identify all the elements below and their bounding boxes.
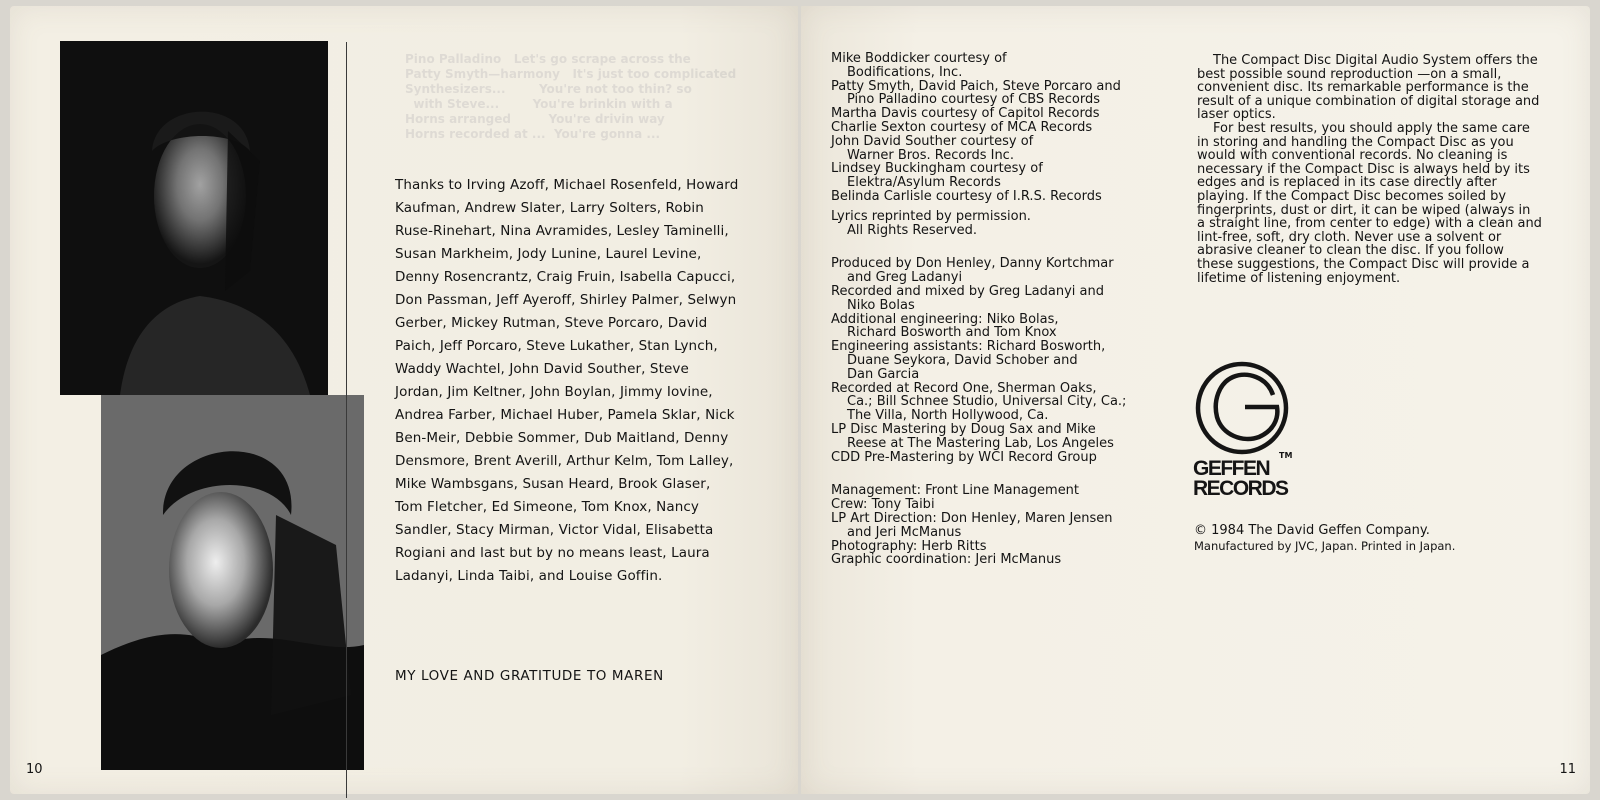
lyrics-permission [831, 210, 1176, 238]
credit-line: LP Disc Mastering by Doug Sax and Mike [831, 421, 1096, 437]
credit-line-cont: Reese at The Mastering Lab, Los Angeles [847, 435, 1114, 451]
logo-line-records: RECORDS [1193, 477, 1288, 500]
credit-line: Mike Boddicker courtesy of [831, 51, 1007, 66]
credit-line-cont: Elektra/Asylum Records [847, 175, 1001, 191]
geffen-records-logo [1193, 361, 1293, 511]
page-number-left: 10 [26, 762, 43, 777]
dedication-line: MY LOVE AND GRATITUDE TO MAREN [395, 668, 664, 684]
copyright-line: © 1984 The David Geffen Company. [1194, 523, 1430, 538]
credit-line: Graphic coordination: Jeri McManus [831, 552, 1062, 568]
credit-line-cont: Bodifications, Inc. [847, 64, 963, 80]
credit-line-cont: Pino Palladino courtesy of CBS Records [847, 92, 1100, 108]
logo-wordmark [1193, 459, 1288, 499]
credit-line: Photography: Herb Ritts [831, 538, 987, 554]
page-number-right: 11 [1559, 762, 1576, 777]
credit-line-cont: Niko Bolas [847, 297, 915, 313]
credit-line: Martha Davis courtesy of Capitol Records [831, 106, 1100, 122]
courtesy-credits [831, 52, 1176, 204]
credit-line-cont: Warner Bros. Records Inc. [847, 147, 1014, 163]
trademark-mark: TM [1279, 451, 1293, 460]
credit-line-cont: Dan Garcia [847, 366, 920, 382]
credit-line: Recorded and mixed by Greg Ladanyi and [831, 283, 1104, 299]
credit-line: Lyrics reprinted by permission. [831, 208, 1031, 224]
credit-line-cont: and Greg Ladanyi [847, 270, 963, 286]
thanks-paragraph: Thanks to Irving Azoff, Michael Rosenfeld, Howard Kaufman, Andrew Slater, Larry Solters, Robin Ruse-Rinehart, Nina Avramides, Lesley Taminelli, Susan Markheim, Jody Lunine, Laurel Levine, Denny Rosencrantz, Craig Fruin, Isabella Capucci, Don Passman, Jeff Ayeroff, Shirley Palmer, Selwyn Gerber, Mickey Rutman, Steve Porcaro, David Paich, Jeff Porcaro, Steve Lukather, Stan Lynch, Waddy Wachtel, John David Souther, Steve Jordan, Jim Keltner, John Boylan, Jimmy Iovine, Andrea Farber, Michael Huber, Pamela Sklar, Nick Ben-Meir, Debbie Sommer, Dub Maitland, Denny Densmore, Brent Averill, Arthur Kelm, Tom Lalley, Mike Wambsgans, Susan Heard, Brook Glaser, Tom Fletcher, Ed Simeone, Tom Knox, Nancy Sandler, Stacy Mirman, Victor Vidal, Elisabetta Rogiani and last but by no means least, Laura Ladanyi, Linda Taibi, and Louise Goffin. [395, 177, 739, 584]
cd-paragraph-2: For best results, you should apply the same care in storing and handling the Compact Disc as you would with conventional records. No cleaning is necessary if the Compact Disc is always held by its edges and is replaced in its case directly after playing. If the Compact Disc becomes soiled by fingerprints, dust or dirt, it can be wiped (always in a straight line, from center to edge) with a clean and lint-free, soft, dry cloth. Never use a solvent or abrasive cleaner to clean the disc. If you follow these suggestions, the Compact Disc will provide a lifetime of listening enjoyment. [1197, 120, 1542, 286]
credit-line: Engineering assistants: Richard Bosworth, [831, 339, 1106, 355]
credit-line: Lindsey Buckingham courtesy of [831, 161, 1043, 177]
left-page [10, 6, 798, 794]
compact-disc-notice [1197, 54, 1542, 285]
credit-line: John David Souther courtesy of [831, 133, 1034, 149]
credit-line-cont: The Villa, North Hollywood, Ca. [847, 408, 1049, 424]
right-page [801, 6, 1590, 794]
portrait-photo-top [60, 41, 328, 395]
credit-line: CDD Pre-Mastering by WCI Record Group [831, 449, 1097, 465]
credits-column [831, 52, 1176, 567]
management-credits [831, 484, 1176, 567]
bleed-through-text: Pino Palladino Let's go scrape across the Patty Smyth—harmony It's just too complicated Synthesizers... You're not too thin? so with Steve... You're brinkin with a Horns arranged You're drivin way Horns recorded at ... You're gonna ... [405, 52, 737, 141]
credit-line: Produced by Don Henley, Danny Kortchmar [831, 256, 1114, 272]
credit-line: Recorded at Record One, Sherman Oaks, [831, 380, 1097, 396]
vertical-rule [346, 42, 347, 798]
credit-line-cont: and Jeri McManus [847, 524, 962, 540]
credit-line: Charlie Sexton courtesy of MCA Records [831, 119, 1093, 135]
credit-line: Patty Smyth, David Paich, Steve Porcaro and [831, 78, 1121, 94]
credit-line: Belinda Carlisle courtesy of I.R.S. Records [831, 188, 1102, 204]
production-credits [831, 257, 1176, 464]
credit-line: LP Art Direction: Don Henley, Maren Jensen [831, 510, 1113, 526]
credit-line-cont: Richard Bosworth and Tom Knox [847, 325, 1057, 341]
portrait-photo-bottom [101, 395, 364, 770]
geffen-g-icon [1195, 361, 1289, 455]
credit-line: Crew: Tony Taibi [831, 497, 935, 513]
logo-line-geffen: GEFFEN [1193, 457, 1270, 480]
credit-line-cont: All Rights Reserved. [847, 222, 978, 238]
credit-line: Additional engineering: Niko Bolas, [831, 311, 1059, 327]
cd-paragraph-1: The Compact Disc Digital Audio System offers the best possible sound reproduction —on a small, convenient disc. Its remarkable performance is the result of a unique combination of digital storage and laser optics. [1197, 53, 1540, 123]
credit-line-cont: Ca.; Bill Schnee Studio, Universal City, Ca.; [847, 394, 1127, 410]
credit-line-cont: Duane Seykora, David Schober and [847, 352, 1078, 368]
credit-line: Management: Front Line Management [831, 483, 1080, 499]
manufactured-line: Manufactured by JVC, Japan. Printed in Japan. [1194, 539, 1456, 553]
